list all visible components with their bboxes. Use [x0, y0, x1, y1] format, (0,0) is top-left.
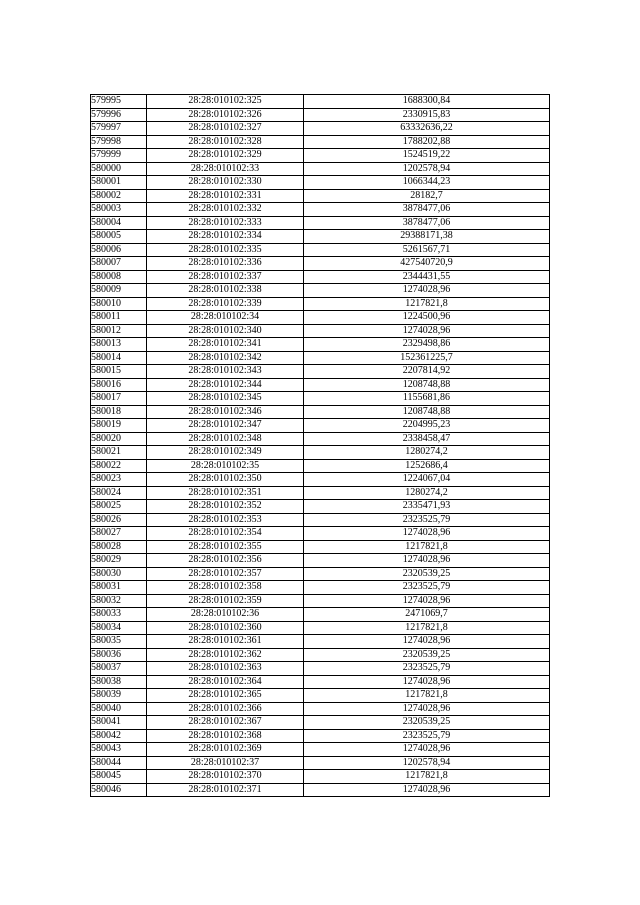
table-row — [91, 513, 550, 527]
table-row — [91, 149, 550, 163]
table-row — [91, 162, 550, 176]
table-row — [91, 338, 550, 352]
table-row — [91, 567, 550, 581]
cadastral-number-cell: 28:28:010102:352 — [147, 500, 304, 514]
row-id-cell: 580037 — [91, 662, 147, 676]
table-row — [91, 608, 550, 622]
table-row — [91, 203, 550, 217]
row-id-cell: 580039 — [91, 689, 147, 703]
table-row — [91, 243, 550, 257]
cadastral-number-cell: 28:28:010102:343 — [147, 365, 304, 379]
table-row — [91, 554, 550, 568]
row-id-cell: 580031 — [91, 581, 147, 595]
row-id-cell: 580045 — [91, 770, 147, 784]
cadastral-number-cell: 28:28:010102:337 — [147, 270, 304, 284]
row-id-cell: 580046 — [91, 783, 147, 797]
cadastral-value-cell: 2323525,79 — [304, 581, 550, 595]
cadastral-value-cell: 1274028,96 — [304, 594, 550, 608]
cadastral-number-cell: 28:28:010102:34 — [147, 311, 304, 325]
table-row — [91, 108, 550, 122]
cadastral-value-cell: 2330915,83 — [304, 108, 550, 122]
table-row — [91, 189, 550, 203]
cadastral-number-cell: 28:28:010102:365 — [147, 689, 304, 703]
table-row — [91, 527, 550, 541]
cadastral-value-cell: 1274028,96 — [304, 554, 550, 568]
table-row — [91, 594, 550, 608]
row-id-cell: 580044 — [91, 756, 147, 770]
table-row — [91, 540, 550, 554]
row-id-cell: 580022 — [91, 459, 147, 473]
cadastral-value-cell: 2329498,86 — [304, 338, 550, 352]
cadastral-number-cell: 28:28:010102:364 — [147, 675, 304, 689]
cadastral-value-cell: 1217821,8 — [304, 540, 550, 554]
row-id-cell: 580003 — [91, 203, 147, 217]
row-id-cell: 580010 — [91, 297, 147, 311]
cadastral-value-cell: 1066344,23 — [304, 176, 550, 190]
row-id-cell: 580012 — [91, 324, 147, 338]
cadastral-value-cell: 3878477,06 — [304, 203, 550, 217]
row-id-cell: 580005 — [91, 230, 147, 244]
table-row — [91, 351, 550, 365]
cadastral-value-cell: 1274028,96 — [304, 783, 550, 797]
cadastral-number-cell: 28:28:010102:348 — [147, 432, 304, 446]
table-row — [91, 324, 550, 338]
row-id-cell: 580026 — [91, 513, 147, 527]
table-row — [91, 648, 550, 662]
row-id-cell: 580016 — [91, 378, 147, 392]
row-id-cell: 580025 — [91, 500, 147, 514]
cadastral-number-cell: 28:28:010102:362 — [147, 648, 304, 662]
cadastral-value-cell: 2320539,25 — [304, 716, 550, 730]
cadastral-number-cell: 28:28:010102:326 — [147, 108, 304, 122]
cadastral-number-cell: 28:28:010102:332 — [147, 203, 304, 217]
table-row — [91, 635, 550, 649]
row-id-cell: 580024 — [91, 486, 147, 500]
cadastral-number-cell: 28:28:010102:371 — [147, 783, 304, 797]
table-row — [91, 770, 550, 784]
cadastral-value-cell: 3878477,06 — [304, 216, 550, 230]
table-row — [91, 297, 550, 311]
row-id-cell: 580038 — [91, 675, 147, 689]
cadastral-number-cell: 28:28:010102:345 — [147, 392, 304, 406]
table-row — [91, 405, 550, 419]
cadastral-number-cell: 28:28:010102:351 — [147, 486, 304, 500]
table-row — [91, 257, 550, 271]
cadastral-number-cell: 28:28:010102:334 — [147, 230, 304, 244]
row-id-cell: 580004 — [91, 216, 147, 230]
cadastral-value-cell: 1274028,96 — [304, 743, 550, 757]
row-id-cell: 580014 — [91, 351, 147, 365]
cadastral-value-cell: 2320539,25 — [304, 648, 550, 662]
cadastral-number-cell: 28:28:010102:367 — [147, 716, 304, 730]
table-row — [91, 284, 550, 298]
cadastral-value-cell: 1202578,94 — [304, 162, 550, 176]
cadastral-value-cell: 2207814,92 — [304, 365, 550, 379]
cadastral-number-cell: 28:28:010102:366 — [147, 702, 304, 716]
cadastral-number-cell: 28:28:010102:363 — [147, 662, 304, 676]
cadastral-number-cell: 28:28:010102:339 — [147, 297, 304, 311]
cadastral-value-cell: 1274028,96 — [304, 324, 550, 338]
cadastral-value-cell: 29388171,38 — [304, 230, 550, 244]
cadastral-value-cell: 1217821,8 — [304, 297, 550, 311]
table-row — [91, 270, 550, 284]
cadastral-number-cell: 28:28:010102:328 — [147, 135, 304, 149]
row-id-cell: 580020 — [91, 432, 147, 446]
cadastral-number-cell: 28:28:010102:338 — [147, 284, 304, 298]
table-row — [91, 230, 550, 244]
cadastral-number-cell: 28:28:010102:356 — [147, 554, 304, 568]
row-id-cell: 580006 — [91, 243, 147, 257]
table-row — [91, 486, 550, 500]
cadastral-value-cell: 1202578,94 — [304, 756, 550, 770]
cadastral-value-cell: 2320539,25 — [304, 567, 550, 581]
row-id-cell: 580036 — [91, 648, 147, 662]
row-id-cell: 580002 — [91, 189, 147, 203]
cadastral-value-cell: 2323525,79 — [304, 662, 550, 676]
cadastral-number-cell: 28:28:010102:349 — [147, 446, 304, 460]
cadastral-value-cell: 63332636,22 — [304, 122, 550, 136]
row-id-cell: 580034 — [91, 621, 147, 635]
cadastral-number-cell: 28:28:010102:357 — [147, 567, 304, 581]
row-id-cell: 580029 — [91, 554, 147, 568]
cadastral-number-cell: 28:28:010102:37 — [147, 756, 304, 770]
table-row — [91, 689, 550, 703]
cadastral-number-cell: 28:28:010102:342 — [147, 351, 304, 365]
cadastral-value-cell: 1208748,88 — [304, 405, 550, 419]
table-body — [91, 95, 550, 797]
cadastral-number-cell: 28:28:010102:353 — [147, 513, 304, 527]
row-id-cell: 580013 — [91, 338, 147, 352]
cadastral-number-cell: 28:28:010102:370 — [147, 770, 304, 784]
cadastral-value-cell: 1252686,4 — [304, 459, 550, 473]
cadastral-number-cell: 28:28:010102:335 — [147, 243, 304, 257]
row-id-cell: 580030 — [91, 567, 147, 581]
cadastral-value-cell: 1217821,8 — [304, 621, 550, 635]
table-row — [91, 432, 550, 446]
table-row — [91, 783, 550, 797]
row-id-cell: 580041 — [91, 716, 147, 730]
cadastral-value-cell: 2471069,7 — [304, 608, 550, 622]
table-row — [91, 743, 550, 757]
row-id-cell: 579995 — [91, 95, 147, 109]
cadastral-value-cell: 1274028,96 — [304, 702, 550, 716]
cadastral-value-cell: 1788202,88 — [304, 135, 550, 149]
cadastral-number-cell: 28:28:010102:361 — [147, 635, 304, 649]
row-id-cell: 580015 — [91, 365, 147, 379]
row-id-cell: 579998 — [91, 135, 147, 149]
cadastral-value-cell: 1155681,86 — [304, 392, 550, 406]
row-id-cell: 580021 — [91, 446, 147, 460]
table-row — [91, 473, 550, 487]
cadastral-number-cell: 28:28:010102:358 — [147, 581, 304, 595]
cadastral-value-cell: 2338458,47 — [304, 432, 550, 446]
cadastral-value-cell: 1208748,88 — [304, 378, 550, 392]
table-row — [91, 419, 550, 433]
cadastral-value-table — [90, 94, 550, 797]
cadastral-number-cell: 28:28:010102:368 — [147, 729, 304, 743]
table-row — [91, 446, 550, 460]
cadastral-number-cell: 28:28:010102:36 — [147, 608, 304, 622]
cadastral-number-cell: 28:28:010102:355 — [147, 540, 304, 554]
cadastral-value-cell: 1217821,8 — [304, 770, 550, 784]
cadastral-value-cell: 2323525,79 — [304, 513, 550, 527]
cadastral-value-cell: 5261567,71 — [304, 243, 550, 257]
cadastral-value-cell: 1217821,8 — [304, 689, 550, 703]
cadastral-number-cell: 28:28:010102:341 — [147, 338, 304, 352]
row-id-cell: 580040 — [91, 702, 147, 716]
cadastral-value-cell: 28182,7 — [304, 189, 550, 203]
cadastral-number-cell: 28:28:010102:347 — [147, 419, 304, 433]
table-row — [91, 176, 550, 190]
table-row — [91, 392, 550, 406]
table-row — [91, 756, 550, 770]
cadastral-value-cell: 2204995,23 — [304, 419, 550, 433]
table-row — [91, 365, 550, 379]
row-id-cell: 580027 — [91, 527, 147, 541]
cadastral-number-cell: 28:28:010102:369 — [147, 743, 304, 757]
cadastral-value-cell: 1280274,2 — [304, 486, 550, 500]
row-id-cell: 579996 — [91, 108, 147, 122]
table-row — [91, 675, 550, 689]
table-row — [91, 729, 550, 743]
cadastral-number-cell: 28:28:010102:336 — [147, 257, 304, 271]
cadastral-number-cell: 28:28:010102:360 — [147, 621, 304, 635]
row-id-cell: 580028 — [91, 540, 147, 554]
cadastral-number-cell: 28:28:010102:33 — [147, 162, 304, 176]
cadastral-number-cell: 28:28:010102:333 — [147, 216, 304, 230]
cadastral-value-cell: 1274028,96 — [304, 635, 550, 649]
table-row — [91, 621, 550, 635]
table-row — [91, 95, 550, 109]
cadastral-number-cell: 28:28:010102:354 — [147, 527, 304, 541]
cadastral-value-cell: 2335471,93 — [304, 500, 550, 514]
table-row — [91, 311, 550, 325]
cadastral-value-cell: 427540720,9 — [304, 257, 550, 271]
cadastral-number-cell: 28:28:010102:325 — [147, 95, 304, 109]
table-row — [91, 581, 550, 595]
table-row — [91, 122, 550, 136]
cadastral-value-cell: 1688300,84 — [304, 95, 550, 109]
table-row — [91, 378, 550, 392]
cadastral-number-cell: 28:28:010102:350 — [147, 473, 304, 487]
cadastral-value-cell: 2323525,79 — [304, 729, 550, 743]
row-id-cell: 580043 — [91, 743, 147, 757]
cadastral-value-cell: 1280274,2 — [304, 446, 550, 460]
table-row — [91, 135, 550, 149]
row-id-cell: 580033 — [91, 608, 147, 622]
row-id-cell: 579997 — [91, 122, 147, 136]
cadastral-number-cell: 28:28:010102:346 — [147, 405, 304, 419]
row-id-cell: 580023 — [91, 473, 147, 487]
table-row — [91, 459, 550, 473]
row-id-cell: 580042 — [91, 729, 147, 743]
table-row — [91, 662, 550, 676]
table-row — [91, 716, 550, 730]
row-id-cell: 580011 — [91, 311, 147, 325]
cadastral-value-cell: 2344431,55 — [304, 270, 550, 284]
row-id-cell: 580017 — [91, 392, 147, 406]
table-row — [91, 500, 550, 514]
cadastral-value-cell: 1524519,22 — [304, 149, 550, 163]
cadastral-number-cell: 28:28:010102:331 — [147, 189, 304, 203]
row-id-cell: 580001 — [91, 176, 147, 190]
row-id-cell: 580009 — [91, 284, 147, 298]
row-id-cell: 580035 — [91, 635, 147, 649]
cadastral-number-cell: 28:28:010102:329 — [147, 149, 304, 163]
cadastral-number-cell: 28:28:010102:330 — [147, 176, 304, 190]
cadastral-number-cell: 28:28:010102:340 — [147, 324, 304, 338]
table-row — [91, 216, 550, 230]
cadastral-number-cell: 28:28:010102:359 — [147, 594, 304, 608]
cadastral-number-cell: 28:28:010102:327 — [147, 122, 304, 136]
cadastral-value-cell: 1224500,96 — [304, 311, 550, 325]
row-id-cell: 580032 — [91, 594, 147, 608]
row-id-cell: 580007 — [91, 257, 147, 271]
cadastral-value-cell: 152361225,7 — [304, 351, 550, 365]
table-row — [91, 702, 550, 716]
cadastral-number-cell: 28:28:010102:344 — [147, 378, 304, 392]
row-id-cell: 580000 — [91, 162, 147, 176]
cadastral-value-cell: 1224067,04 — [304, 473, 550, 487]
row-id-cell: 580008 — [91, 270, 147, 284]
row-id-cell: 580018 — [91, 405, 147, 419]
cadastral-value-cell: 1274028,96 — [304, 284, 550, 298]
row-id-cell: 580019 — [91, 419, 147, 433]
cadastral-number-cell: 28:28:010102:35 — [147, 459, 304, 473]
row-id-cell: 579999 — [91, 149, 147, 163]
cadastral-value-cell: 1274028,96 — [304, 675, 550, 689]
cadastral-value-cell: 1274028,96 — [304, 527, 550, 541]
